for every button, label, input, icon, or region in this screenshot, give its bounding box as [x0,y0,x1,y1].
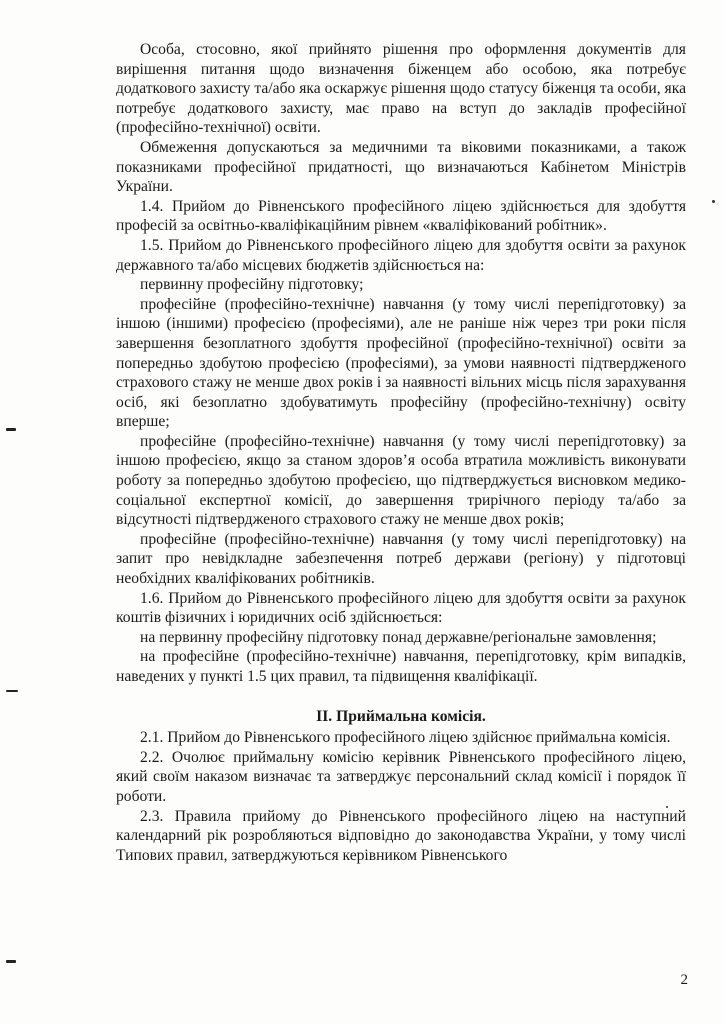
paragraph: на первинну професійну підготовку понад державне/регіональне замовлення; [140,628,657,646]
paragraph: Обмеження допускаються за медичними та віковими показниками, а також показниками професійної придатності, що визначаються Кабінетом Міністрів України. [116,138,686,196]
scan-mark [6,960,16,963]
scan-dot [712,200,715,203]
page-number: 2 [680,972,688,988]
paragraph: 2.2. Очолює приймальну комісію керівник Рівненського професійного ліцею, який своїм наказом визначає та затверджує персональний склад комісії і порядок її роботи. [116,748,686,805]
paragraph: професійне (професійно-технічне) навчання (у тому числі перепідготовку) за іншою (іншими) професією (професіями), але не раніше ніж через три роки після завершення безоплатного здобуття професійної (професійно-технічної) освіти за попередньо здобутою професією (професіями), за умови наявності підтвердженого страхового стажу не менше двох років і за наявності вільних місць після зарахування осіб, які безоплатно здобуватимуть професійну (професійно-технічну) освіту вперше; [116,295,686,431]
document-page [116,40,686,865]
paragraph: Особа, стосовно, якої прийнято рішення про оформлення документів для вирішення питання щодо визначення біженцем або особою, яка потребує додаткового захисту та/або яка оскаржує рішення щодо статусу біженця та особи, яка потребує додаткового захисту, має право на вступ до закладів професійної (професійно-технічної) освіти. [116,41,686,137]
paragraph: 2.3. Правила прийому до Рівненського професійного ліцею на наступний календарний рік розробляються відповідно до законодавства України, у тому числі Типових правил, затверджуються керівником Рівненського [116,807,686,864]
paragraph: 1.5. Прийом до Рівненського професійного ліцею для здобуття освіти за рахунок державного та/або місцевих бюджетів здійснюється на: [116,236,686,274]
paragraph: професійне (професійно-технічне) навчання (у тому числі перепідготовку) за іншою професією, якщо за станом здоров’я особа втратила можливість виконувати роботу за попередньо здобутою професією, що підтверджується висновком медико-соціальної експертної комісії, до завершення трирічного періоду та/або за відсутності підтвердженого страхового стажу не менше двох років; [116,432,686,529]
scan-mark [6,690,18,692]
scan-mark [6,428,16,431]
paragraph: первинну професійну підготовку; [140,276,364,294]
paragraph: професійне (професійно-технічне) навчання (у тому числі перепідготовку) на запит про невідкладне забезпечення потреб держави (регіону) у підготовці необхідних кваліфікованих робітників. [116,530,686,588]
paragraph: на професійне (професійно-технічне) навчання, перепідготовку, крім випадків, наведених у пункті 1.5 цих правил, та підвищення кваліфікації. [116,648,686,685]
paragraph: 1.4. Прийом до Рівненського професійного ліцею здійснюється для здобуття професій за освітньо-кваліфікаційним рівнем «кваліфікований робітник». [116,197,686,235]
paragraph: 1.6. Прийом до Рівненського професійного ліцею для здобуття освіти за рахунок коштів фізичних і юридичних осіб здійснюється: [116,589,686,627]
scan-dot [666,806,668,808]
section-heading: ІІ. Приймальна комісія. [316,707,486,725]
paragraph: 2.1. Прийом до Рівненського професійного ліцею здійснює приймальна комісія. [140,729,671,747]
